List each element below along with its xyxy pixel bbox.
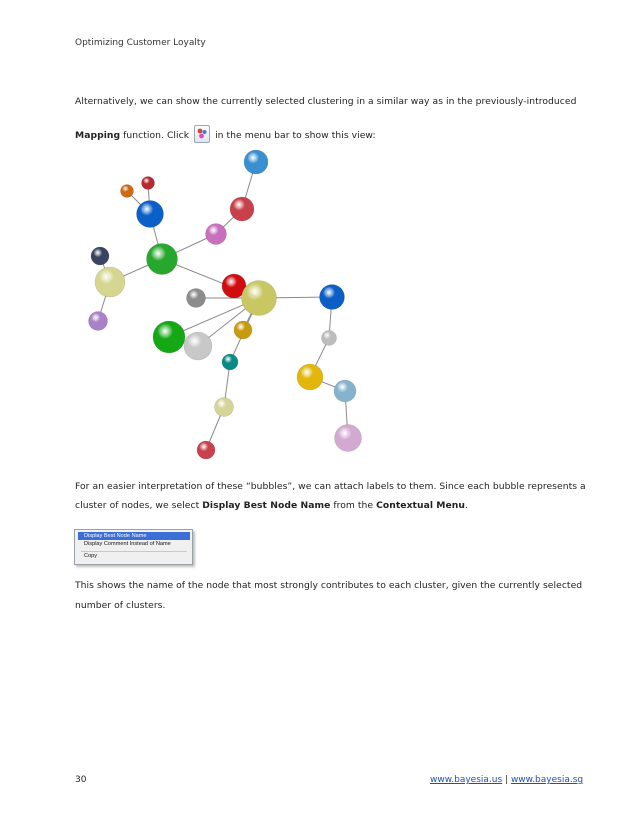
page-number: 30: [75, 775, 87, 785]
cluster-node-bubble[interactable]: [242, 281, 277, 316]
cluster-node-bubble[interactable]: [234, 321, 252, 339]
cluster-node-bubble[interactable]: [147, 244, 178, 275]
footer-links: [430, 775, 583, 785]
cluster-node-bubble[interactable]: [121, 185, 134, 198]
result-line-1: This shows the name of the node that most strongly contributes to each cluster, given the currently selected: [75, 580, 583, 591]
result-line-2: number of clusters.: [75, 600, 166, 611]
menu-item-display-best-node-name[interactable]: Display Best Node Name: [78, 532, 190, 540]
contextual-menu: [74, 529, 193, 565]
link-bayesia-sg[interactable]: www.bayesia.sg: [510, 775, 584, 785]
labels-line-2-end: .: [464, 500, 468, 511]
cluster-node-bubble[interactable]: [335, 425, 362, 452]
menu-item-display-comment[interactable]: Display Comment Instead of Name: [84, 541, 171, 547]
cluster-node-bubble[interactable]: [206, 224, 227, 245]
cluster-node-bubble[interactable]: [153, 321, 185, 353]
cluster-node-bubble[interactable]: [187, 289, 206, 308]
cluster-node-bubble[interactable]: [322, 331, 337, 346]
display-best-node-name-term: Display Best Node Name: [202, 500, 331, 511]
labels-line-2-start: cluster of nodes, we select: [75, 500, 203, 511]
intro-line-2-mid: function. Click: [120, 130, 193, 141]
cluster-node-bubble[interactable]: [184, 332, 212, 360]
cluster-node-bubble[interactable]: [215, 398, 234, 417]
contextual-menu-term: Contextual Menu: [376, 500, 465, 511]
cluster-mapping-graph: [70, 140, 380, 465]
cluster-node-bubble[interactable]: [197, 441, 215, 459]
intro-line-1: Alternatively, we can show the currently selected clustering in a similar way as in the previously-introduced: [75, 96, 577, 107]
cluster-node-bubble[interactable]: [297, 364, 323, 390]
labels-line-2-mid: from the: [330, 500, 377, 511]
intro-line-2-end: in the menu bar to show this view:: [212, 130, 376, 141]
cluster-node-bubble[interactable]: [142, 177, 155, 190]
cluster-node-bubble[interactable]: [334, 380, 356, 402]
mapping-term: Mapping: [75, 130, 121, 141]
cluster-node-bubble[interactable]: [222, 354, 238, 370]
link-separator: |: [502, 775, 511, 785]
cluster-node-bubble[interactable]: [230, 197, 254, 221]
cluster-node-bubble[interactable]: [244, 150, 268, 174]
cluster-node-bubble[interactable]: [320, 285, 345, 310]
cluster-node-bubble[interactable]: [89, 312, 108, 331]
cluster-node-bubble[interactable]: [91, 247, 109, 265]
menu-item-copy[interactable]: Copy: [84, 553, 98, 559]
labels-line-2: [75, 500, 565, 511]
labels-line-1: For an easier interpretation of these “bubbles”, we can attach labels to them. Since each bubble represents a: [75, 481, 586, 492]
running-header: Optimizing Customer Loyalty: [75, 38, 206, 48]
link-bayesia-us[interactable]: www.bayesia.us: [430, 775, 503, 785]
cluster-node-bubble[interactable]: [95, 267, 125, 297]
cluster-node-bubble[interactable]: [137, 201, 164, 228]
